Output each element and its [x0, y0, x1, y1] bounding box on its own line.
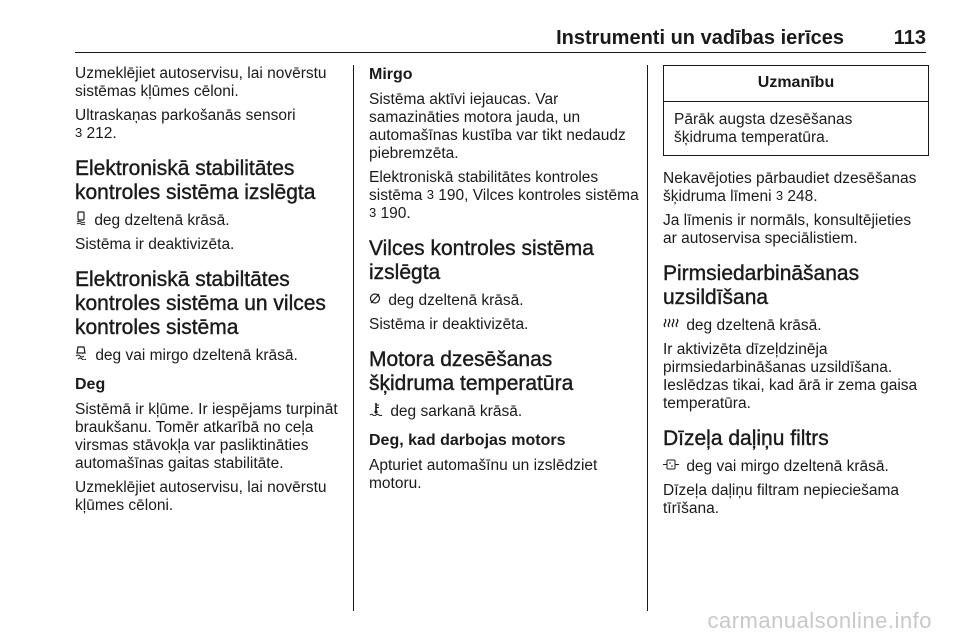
column-divider: [647, 65, 648, 611]
paragraph-text: Elektroniskā stabilitātes kontroles sistēma: [369, 169, 599, 204]
indicator-description: deg vai mirgo dzeltenā krāsā.: [95, 347, 298, 364]
column-3: [663, 65, 929, 524]
indicator-description: deg dzeltenā krāsā.: [94, 212, 230, 229]
diesel-particle-filter-icon: [663, 457, 679, 475]
section-heading: Elektroniskā stabiltātes kontroles sistēma un vilces kontroles sistēma: [75, 268, 326, 339]
paragraph: Ir aktivizēta dīzeļdzinēja pirmsiedarbināšanas uzsildīšana. Ieslēdzas tikai, kad ārā ir zema gaisa temperatūra.: [663, 341, 918, 412]
paragraph: [369, 402, 639, 421]
caution-text: Pārāk augsta dzesēšanas šķidruma temperatūra.: [674, 111, 853, 146]
paragraph: Sistēma ir deaktivizēta.: [369, 316, 529, 333]
paragraph-text: Ultraskaņas parkošanās sensori: [75, 107, 296, 124]
section-heading: Dīzeļa daļiņu filtrs: [663, 427, 829, 450]
page-title: Instrumenti un vadības ierīces: [556, 27, 844, 49]
page-ref-arrow-icon: 3: [369, 205, 377, 220]
section-heading: Elektroniskā stabilitātes kontroles sistēma izslēgta: [75, 157, 316, 204]
paragraph: Uzmeklējiet autoservisu, lai novērstu sistēmas kļūmes cēloni.: [75, 65, 327, 100]
paragraph: Uzmeklējiet autoservisu, lai novērstu kļūmes cēloni.: [75, 479, 327, 514]
paragraph: Sistēmā ir kļūme. Ir iespējams turpināt braukšanu. Tomēr atkarībā no ceļa virsmas stāvokļa var pasliktināties automašīnas gaitas stabilitāte.: [75, 401, 338, 472]
esc-off-icon: [75, 211, 87, 229]
page-ref-link[interactable]: 212.: [86, 125, 117, 142]
page-ref-link[interactable]: 190, Vilces kontroles sistēma: [438, 187, 639, 204]
column-2: [369, 65, 639, 499]
paragraph-text: Nekavējoties pārbaudiet dzesēšanas šķidruma līmeni: [663, 170, 917, 205]
indicator-description: deg dzeltenā krāsā.: [686, 317, 822, 334]
indicator-description: deg sarkanā krāsā.: [390, 403, 523, 420]
tc-off-icon: [369, 291, 381, 309]
paragraph: [663, 170, 929, 206]
paragraph: Sistēma ir deaktivizēta.: [75, 236, 235, 253]
subheading: Mirgo: [369, 66, 413, 83]
section-heading: Pirmsiedarbināšanas uzsildīšana: [663, 262, 860, 309]
subheading: Deg: [75, 376, 106, 393]
paragraph: [75, 211, 343, 230]
caution-title: Uzmanību: [664, 66, 928, 102]
paragraph: [369, 169, 639, 223]
section-heading: Vilces kontroles sistēma izslēgta: [369, 237, 594, 284]
page-number: 113: [893, 27, 926, 49]
page-ref-arrow-icon: 3: [75, 125, 83, 140]
paragraph: [663, 316, 929, 335]
subheading: Deg, kad darbojas motors: [369, 432, 566, 449]
paragraph: Sistēma aktīvi iejaucas. Var samazināties motora jauda, un automašīnas kustība var tikt nedaudz piebremzēta.: [369, 91, 626, 162]
column-divider: [353, 65, 354, 611]
page-ref-arrow-icon: 3: [775, 188, 784, 203]
paragraph: [75, 107, 343, 143]
paragraph: [75, 346, 343, 365]
paragraph: Apturiet automašīnu un izslēdziet motoru.: [369, 457, 598, 492]
indicator-description: deg dzeltenā krāsā.: [388, 292, 524, 309]
paragraph: [369, 291, 639, 310]
indicator-description: deg vai mirgo dzeltenā krāsā.: [686, 458, 889, 475]
watermark: carmanualsonline.info: [707, 608, 932, 633]
page-ref-link[interactable]: 248.: [787, 188, 818, 205]
coolant-temperature-icon: [369, 402, 383, 420]
page-header: [75, 24, 926, 53]
page-ref-arrow-icon: 3: [426, 187, 434, 202]
caution-box: [663, 65, 929, 156]
paragraph: Ja līmenis ir normāls, konsultējieties ar autoservisa speciālistiem.: [663, 212, 912, 247]
section-heading: Motora dzesēšanas šķidruma temperatūra: [369, 348, 574, 395]
paragraph: [663, 457, 929, 476]
esc-skid-icon: [75, 346, 88, 364]
paragraph: Dīzeļa daļiņu filtram nepieciešama tīrīšana.: [663, 482, 900, 517]
column-1: [75, 65, 343, 521]
glow-plug-icon: [663, 316, 679, 334]
page-ref-link[interactable]: 190.: [380, 205, 411, 222]
